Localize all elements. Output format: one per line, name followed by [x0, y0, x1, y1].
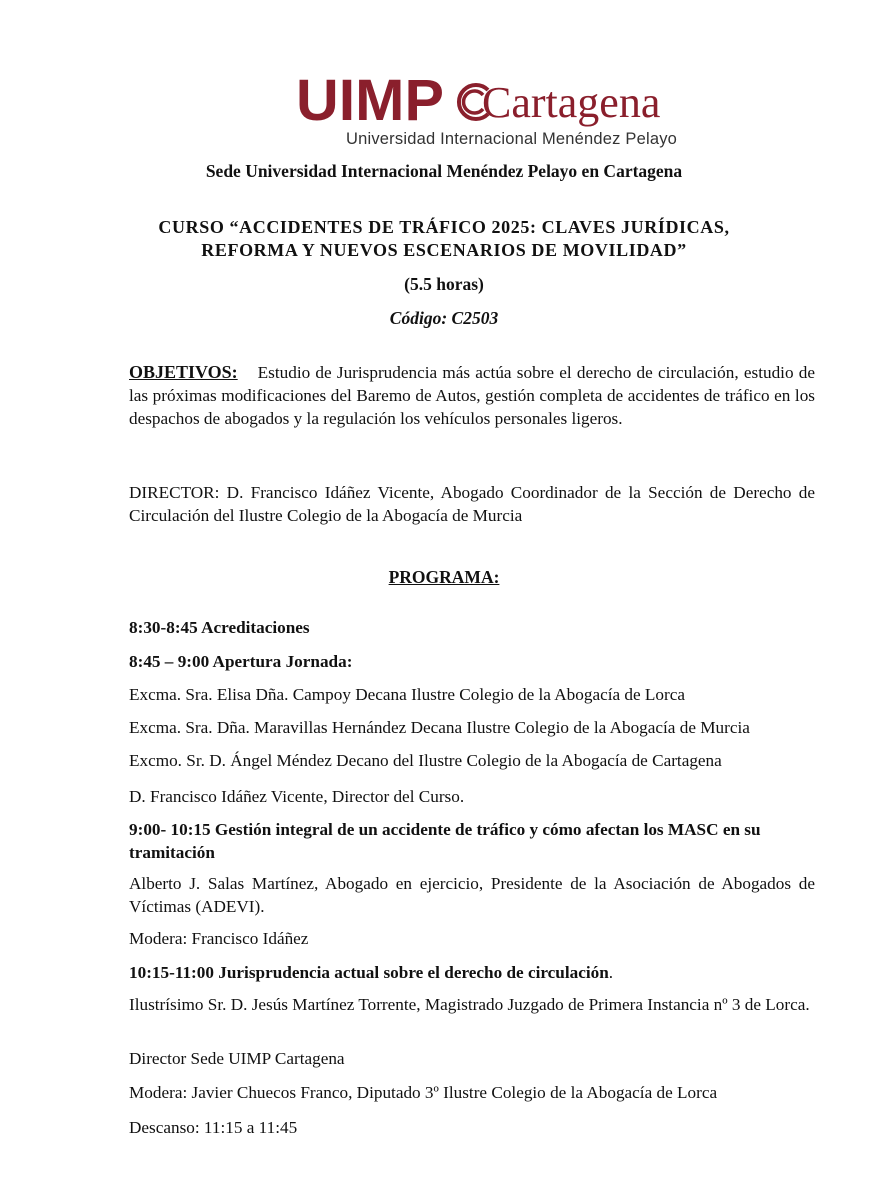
programa-heading: PROGRAMA:: [388, 567, 500, 587]
objectives-label: OBJETIVOS:: [129, 362, 238, 382]
course-title-line2: REFORMA Y NUEVOS ESCENARIOS DE MOVILIDAD”: [201, 240, 687, 260]
speaker-line: Ilustrísimo Sr. D. Jesús Martínez Torrente, Magistrado Juzgado de Primera Instancia nº 3 de Lorca.: [129, 995, 810, 1014]
course-title-line1: CURSO “ACCIDENTES DE TRÁFICO 2025: CLAVES JURÍDICAS,: [158, 217, 730, 237]
moderator-line: Modera: Javier Chuecos Franco, Diputado 3º Ilustre Colegio de la Abogacía de Lorca: [129, 1083, 718, 1102]
course-hours: (5.5 horas): [404, 274, 484, 294]
break-line: Descanso: 11:15 a 11:45: [129, 1118, 298, 1137]
speaker-line: Alberto J. Salas Martínez, Abogado en ejercicio, Presidente de la Asociación de Abogados de Víctimas (ADEVI).: [129, 874, 815, 916]
speaker-line: Director Sede UIMP Cartagena: [129, 1049, 345, 1068]
session-title-period: .: [608, 963, 614, 982]
moderator-line: Modera: Francisco Idáñez: [129, 929, 309, 948]
speaker-line: Excma. Sra. Dña. Maravillas Hernández Decana Ilustre Colegio de la Abogacía de Murcia: [129, 718, 750, 737]
session-title: 8:45 – 9:00 Apertura Jornada:: [129, 652, 353, 671]
course-title: [0, 216, 888, 262]
speaker-line: Excma. Sra. Elisa Dña. Campoy Decana Ilustre Colegio de la Abogacía de Lorca: [129, 685, 686, 704]
objectives-text: Estudio de Jurisprudencia más actúa sobre el derecho de circulación, estudio de las próximas modificaciones del Baremo de Autos, gestión completa de accidentes de tráfico en los despachos de abogados y la regulación los vehículos personales ligeros.: [129, 363, 815, 428]
logo-subtitle: Universidad Internacional Menéndez Pelayo: [346, 130, 678, 148]
director-paragraph: DIRECTOR: D. Francisco Idáñez Vicente, Abogado Coordinador de la Sección de Derecho de Circulación del Ilustre Colegio de la Abogacía de Murcia: [129, 483, 815, 525]
speaker-line: D. Francisco Idáñez Vicente, Director del Curso.: [129, 787, 465, 806]
session-title-row: [129, 961, 815, 984]
logo-city: Cartagena: [482, 78, 661, 127]
course-code: Código: C2503: [389, 308, 499, 328]
session-title: 8:30-8:45 Acreditaciones: [129, 618, 310, 637]
sede-heading: Sede Universidad Internacional Menéndez Pelayo en Cartagena: [205, 161, 683, 181]
speaker-line: Excmo. Sr. D. Ángel Méndez Decano del Ilustre Colegio de la Abogacía de Cartagena: [129, 751, 722, 770]
logo-brand: UIMP: [296, 68, 444, 133]
logo-wordmark: [296, 68, 444, 133]
session-title: 10:15-11:00 Jurisprudencia actual sobre el derecho de circulación: [129, 963, 609, 982]
uimp-cartagena-logo: [296, 68, 678, 152]
objectives-paragraph: [129, 361, 815, 430]
session-title: 9:00- 10:15 Gestión integral de un accidente de tráfico y cómo afectan los MASC en su tramitación: [129, 820, 761, 862]
